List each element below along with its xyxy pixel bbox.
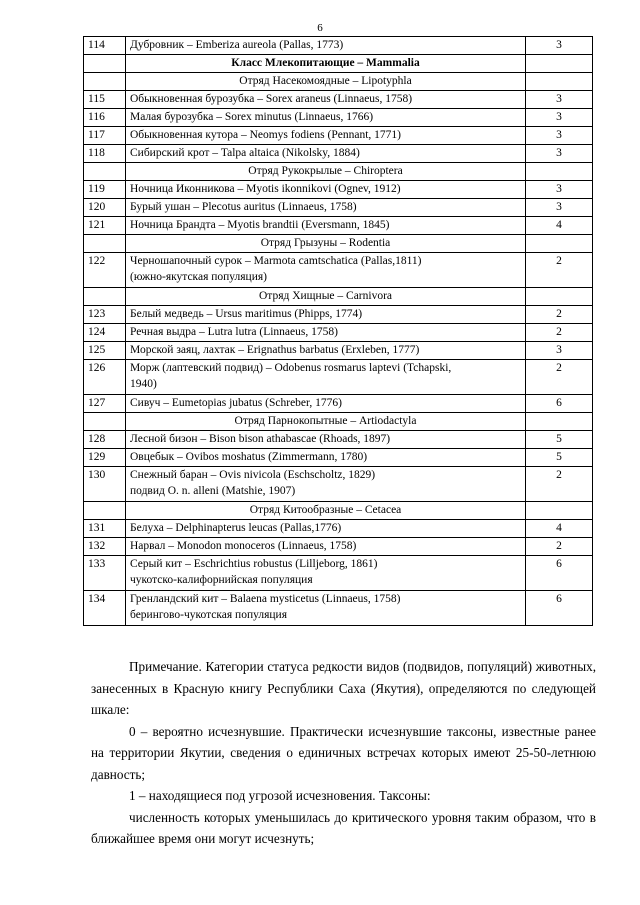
species-name: Речная выдра – Lutra lutra (Linnaeus, 1758)	[130, 326, 338, 338]
order-header-row	[84, 413, 593, 431]
species-number: 118	[84, 145, 126, 163]
species-row	[84, 520, 593, 538]
empty-cell	[526, 73, 593, 91]
order-title: Отряд Насекомоядные – Lipotyphla	[126, 73, 526, 91]
species-row	[84, 199, 593, 217]
species-name: Снежный баран – Ovis nivicola (Eschscholtz, 1829)	[130, 469, 376, 481]
order-header-row	[84, 163, 593, 181]
species-row	[84, 431, 593, 449]
species-name-cell	[126, 253, 526, 288]
species-name: Обыкновенная кутора – Neomys fodiens (Pennant, 1771)	[130, 129, 401, 141]
status-category: 2	[526, 538, 593, 556]
species-name: Малая бурозубка – Sorex minutus (Linnaeus, 1766)	[130, 111, 374, 123]
empty-cell	[526, 55, 593, 73]
species-number: 120	[84, 199, 126, 217]
species-name-continuation: подвид O. n. alleni (Matshie, 1907)	[130, 485, 296, 497]
species-table	[83, 36, 593, 626]
class-title: Класс Млекопитающие – Mammalia	[126, 55, 526, 73]
species-name-cell	[126, 520, 526, 538]
species-name-cell	[126, 199, 526, 217]
species-name-cell	[126, 467, 526, 502]
empty-cell	[84, 235, 126, 253]
species-row	[84, 145, 593, 163]
empty-cell	[526, 163, 593, 181]
species-name: Лесной бизон – Bison bison athabascae (Rhoads, 1897)	[130, 433, 391, 445]
species-row	[84, 109, 593, 127]
status-category: 3	[526, 342, 593, 360]
species-number: 114	[84, 37, 126, 55]
species-row	[84, 556, 593, 591]
status-category: 5	[526, 431, 593, 449]
species-number: 121	[84, 217, 126, 235]
species-name: Серый кит – Eschrichtius robustus (Lilljeborg, 1861)	[130, 558, 378, 570]
status-category: 3	[526, 145, 593, 163]
species-row	[84, 360, 593, 395]
status-note	[91, 656, 596, 850]
species-name: Морской заяц, лахтак – Erignathus barbatus (Erxleben, 1777)	[130, 344, 420, 356]
species-name: Бурый ушан – Plecotus auritus (Linnaeus, 1758)	[130, 201, 357, 213]
empty-cell	[84, 163, 126, 181]
class-header-row	[84, 55, 593, 73]
species-row	[84, 342, 593, 360]
species-name-cell	[126, 324, 526, 342]
species-name-cell	[126, 538, 526, 556]
species-row	[84, 467, 593, 502]
species-row	[84, 395, 593, 413]
status-category: 2	[526, 253, 593, 288]
empty-cell	[526, 413, 593, 431]
note-paragraph-category-0: 0 – вероятно исчезнувшие. Практически исчезнувшие таксоны, известные ранее на территории Якутии, сведения о единичных встречах которых имеют 25-50-летнюю давность;	[91, 723, 596, 782]
species-row	[84, 591, 593, 626]
order-title: Отряд Рукокрылые – Chiroptera	[126, 163, 526, 181]
order-header-row	[84, 288, 593, 306]
species-number: 133	[84, 556, 126, 591]
species-name-cell	[126, 360, 526, 395]
species-number: 124	[84, 324, 126, 342]
status-category: 3	[526, 37, 593, 55]
species-number: 128	[84, 431, 126, 449]
species-row	[84, 324, 593, 342]
species-row	[84, 306, 593, 324]
species-row	[84, 127, 593, 145]
species-name: Белуха – Delphinapterus leucas (Pallas,1776)	[130, 522, 342, 534]
status-category: 6	[526, 395, 593, 413]
species-name: Ночница Иконникова – Myotis ikonnikovi (Ognev, 1912)	[130, 183, 401, 195]
species-name: Ночница Брандта – Myotis brandtii (Eversmann, 1845)	[130, 219, 390, 231]
note-paragraph-category-1: 1 – находящиеся под угрозой исчезновения. Таксоны:	[129, 788, 431, 803]
empty-cell	[526, 235, 593, 253]
species-name-cell	[126, 449, 526, 467]
species-name: Белый медведь – Ursus maritimus (Phipps, 1774)	[130, 308, 363, 320]
species-row	[84, 181, 593, 199]
empty-cell	[526, 288, 593, 306]
species-name: Сивуч – Eumetopias jubatus (Schreber, 1776)	[130, 397, 342, 409]
species-name-continuation: (южно-якутская популяция)	[130, 271, 267, 283]
empty-cell	[526, 502, 593, 520]
species-row	[84, 538, 593, 556]
species-name: Гренландский кит – Balaena mysticetus (Linnaeus, 1758)	[130, 593, 401, 605]
species-name-cell	[126, 306, 526, 324]
status-category: 5	[526, 449, 593, 467]
order-header-row	[84, 502, 593, 520]
order-header-row	[84, 73, 593, 91]
species-number: 122	[84, 253, 126, 288]
species-name: Обыкновенная бурозубка – Sorex araneus (Linnaeus, 1758)	[130, 93, 413, 105]
order-title: Отряд Грызуны – Rodentia	[126, 235, 526, 253]
species-name-cell	[126, 127, 526, 145]
status-category: 2	[526, 306, 593, 324]
species-row	[84, 253, 593, 288]
species-name: Сибирский крот – Talpa altaica (Nikolsky, 1884)	[130, 147, 360, 159]
species-number: 125	[84, 342, 126, 360]
species-name: Овцебык – Ovibos moshatus (Zimmermann, 1780)	[130, 451, 368, 463]
species-number: 129	[84, 449, 126, 467]
species-name-cell	[126, 591, 526, 626]
species-name-continuation: чукотско-калифорнийская популяция	[130, 574, 313, 586]
status-category: 2	[526, 467, 593, 502]
status-category: 4	[526, 520, 593, 538]
species-name: Дубровник – Emberiza aureola (Pallas, 1773)	[130, 39, 344, 51]
status-category: 2	[526, 360, 593, 395]
species-number: 117	[84, 127, 126, 145]
species-number: 116	[84, 109, 126, 127]
species-name-cell	[126, 145, 526, 163]
species-name: Морж (лаптевский подвид) – Odobenus rosmarus laptevi (Tchapski,	[130, 362, 452, 374]
order-title: Отряд Парнокопытные – Artiodactyla	[126, 413, 526, 431]
status-category: 6	[526, 591, 593, 626]
status-category: 3	[526, 91, 593, 109]
species-name-continuation: берингово-чукотская популяция	[130, 609, 287, 621]
species-name-cell	[126, 431, 526, 449]
status-category: 2	[526, 324, 593, 342]
species-name-cell	[126, 181, 526, 199]
empty-cell	[84, 73, 126, 91]
status-category: 3	[526, 181, 593, 199]
status-category: 3	[526, 109, 593, 127]
species-name-continuation: 1940)	[130, 378, 157, 390]
species-row	[84, 217, 593, 235]
species-number: 127	[84, 395, 126, 413]
species-row	[84, 91, 593, 109]
species-number: 130	[84, 467, 126, 502]
status-category: 3	[526, 199, 593, 217]
species-number: 126	[84, 360, 126, 395]
status-category: 6	[526, 556, 593, 591]
species-number: 131	[84, 520, 126, 538]
status-category: 3	[526, 127, 593, 145]
species-number: 123	[84, 306, 126, 324]
order-title: Отряд Китообразные – Cetacea	[126, 502, 526, 520]
species-name-cell	[126, 37, 526, 55]
note-paragraph-category-1-detail: численность которых уменьшилась до критического уровня таким образом, что в ближайшее время они могут исчезнуть;	[91, 809, 596, 846]
empty-cell	[84, 288, 126, 306]
status-category: 4	[526, 217, 593, 235]
species-name-cell	[126, 109, 526, 127]
page-number: 6	[317, 22, 323, 34]
species-number: 134	[84, 591, 126, 626]
species-name-cell	[126, 342, 526, 360]
species-number: 132	[84, 538, 126, 556]
order-header-row	[84, 235, 593, 253]
species-name-cell	[126, 395, 526, 413]
species-name-cell	[126, 217, 526, 235]
note-paragraph-intro: Примечание. Категории статуса редкости видов (подвидов, популяций) животных, занесенных в Красную книгу Республики Саха (Якутия), определяются по следующей шкале:	[91, 659, 596, 717]
order-title: Отряд Хищные – Carnivora	[126, 288, 526, 306]
species-name: Черношапочный сурок – Marmota camtschatica (Pallas,1811)	[130, 255, 422, 267]
empty-cell	[84, 55, 126, 73]
species-name-cell	[126, 556, 526, 591]
species-number: 115	[84, 91, 126, 109]
empty-cell	[84, 502, 126, 520]
species-name: Нарвал – Monodon monoceros (Linnaeus, 1758)	[130, 540, 357, 552]
species-name-cell	[126, 91, 526, 109]
empty-cell	[84, 413, 126, 431]
species-row	[84, 449, 593, 467]
species-number: 119	[84, 181, 126, 199]
species-row	[84, 37, 593, 55]
